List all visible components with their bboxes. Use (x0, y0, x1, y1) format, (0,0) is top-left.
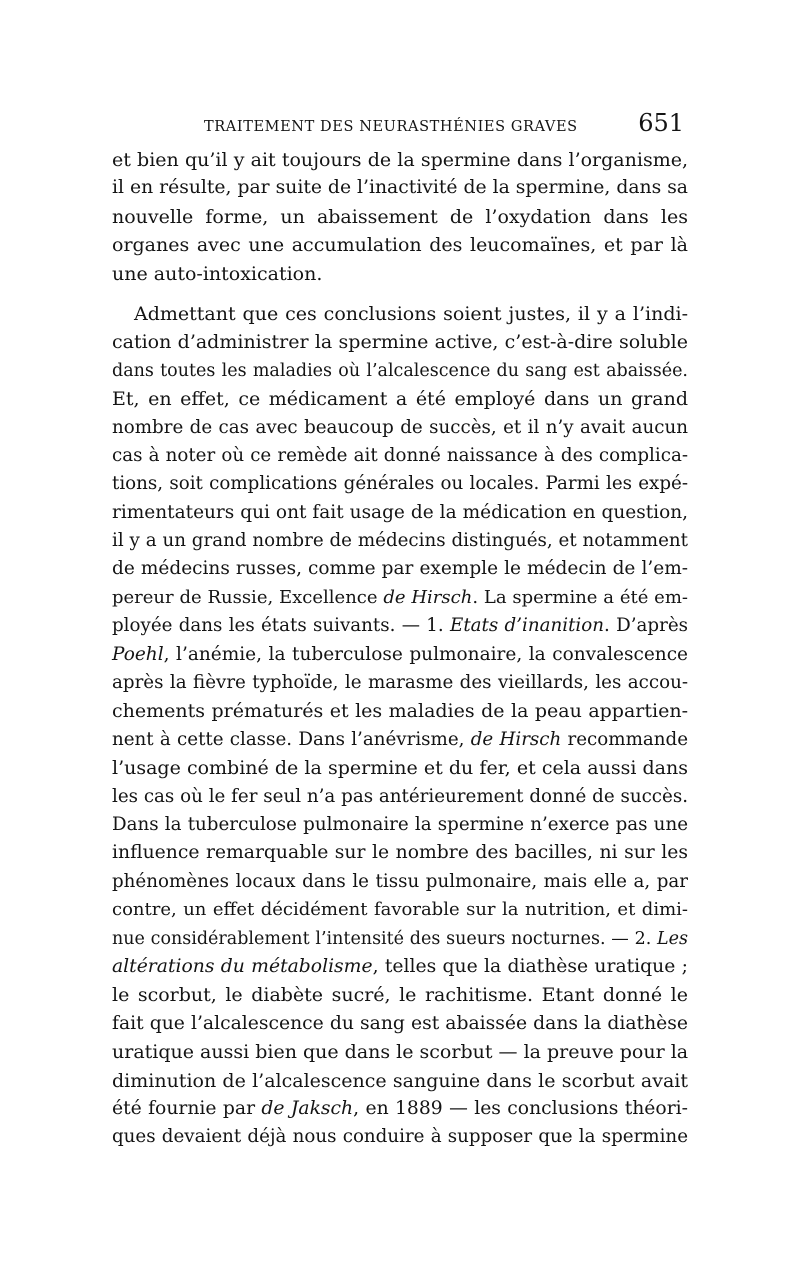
text-line (112, 499, 688, 527)
text-line (112, 146, 688, 174)
text-segment: . D’après (604, 615, 688, 637)
text-line (112, 754, 688, 782)
text-line (112, 174, 688, 202)
text-line (112, 669, 688, 697)
text-segment: cas à noter où ce remède ait donné naissance à des complica- (112, 444, 688, 466)
text-line (112, 783, 688, 811)
text-line (112, 584, 688, 612)
text-line (112, 260, 688, 288)
text-segment: ques devaient déjà nous conduire à supposer que la spermine (112, 1126, 688, 1148)
text-line (112, 641, 688, 669)
page-number: 651 (638, 109, 684, 137)
italic-text: de Hirsch (383, 586, 473, 608)
text-segment: cation d’administrer la spermine active, c’est-à-dire soluble (112, 331, 688, 354)
text-segment: dans toutes les maladies où l’alcalescence du sang est abaissée. (112, 360, 688, 381)
text-line (112, 981, 688, 1009)
italic-text: de Jaksch (261, 1097, 354, 1119)
text-segment: nent à cette classe. Dans l’anévrisme, (112, 728, 471, 750)
text-line (112, 203, 688, 231)
text-segment: . La spermine a été em- (472, 586, 688, 608)
text-line (112, 868, 688, 896)
text-segment: organes avec une accumulation des leucomaïnes, et par là (112, 234, 688, 257)
text-line (112, 1038, 688, 1066)
text-line (112, 414, 688, 442)
text-segment: les cas où le fer seul n’a pas antérieurement donné de succès. (112, 785, 688, 807)
italic-text: altérations du métabolisme (112, 955, 373, 977)
text-line (112, 442, 688, 470)
text-line (112, 726, 688, 754)
text-line (112, 555, 688, 583)
text-line (112, 697, 688, 725)
text-line (112, 300, 688, 328)
text-segment: pereur de Russie, Excellence (112, 586, 384, 608)
text-line (112, 231, 688, 259)
text-line (112, 896, 688, 924)
text-segment: chements prématurés et les maladies de la peau appartien- (112, 700, 688, 723)
text-segment: nouvelle forme, un abaissement de l’oxydation dans les (112, 205, 688, 228)
text-line (112, 1095, 688, 1123)
text-segment: nue considérablement l’intensité des sueurs nocturnes. — 2. (112, 928, 658, 949)
text-line (112, 385, 688, 413)
text-line (112, 1067, 688, 1095)
text-segment: Et, en effet, ce médicament a été employé dans un grand (112, 388, 688, 411)
text-line (112, 925, 688, 953)
text-line (112, 1010, 688, 1038)
text-segment: l’usage combiné de la spermine et du fer, et cela aussi dans (112, 757, 688, 780)
paragraph (112, 146, 688, 288)
text-segment: tions, soit complications générales ou locales. Parmi les expé- (112, 473, 688, 495)
italic-text: Poehl (112, 643, 164, 665)
page-header (112, 109, 684, 145)
body-text (112, 146, 688, 1152)
text-segment: Dans la tuberculose pulmonaire la spermine n’exerce pas une (112, 813, 688, 835)
text-segment: rimentateurs qui ont fait usage de la médication en question, (112, 501, 688, 523)
text-segment: diminution de l’alcalescence sanguine dans le scorbut avait (112, 1069, 688, 1092)
text-segment: de médecins russes, comme par exemple le médecin de l’em- (112, 558, 688, 580)
text-line (112, 953, 688, 981)
text-segment: fait que l’alcalescence du sang est abaissée dans la diathèse (112, 1012, 688, 1034)
text-line (112, 811, 688, 839)
text-segment: il y a un grand nombre de médecins distingués, et notamment (112, 530, 688, 552)
text-segment: , en 1889 — les conclusions théori- (353, 1097, 688, 1119)
text-line (112, 470, 688, 498)
text-segment: influence remarquable sur le nombre des bacilles, ni sur les (112, 842, 688, 864)
text-line (112, 357, 688, 385)
text-line (112, 527, 688, 555)
italic-text: de Hirsch (470, 728, 562, 750)
text-segment: après la fièvre typhoïde, le marasme des vieillards, les accou- (112, 672, 688, 694)
text-segment: été fournie par (112, 1097, 262, 1119)
text-segment: uratique aussi bien que dans le scorbut — la preuve pour la (112, 1041, 689, 1064)
text-line (112, 1123, 688, 1151)
text-segment: , telles que la diathèse uratique ; (372, 955, 688, 977)
running-title: TRAITEMENT DES NEURASTHÉNIES GRAVES (204, 119, 578, 135)
text-segment: une auto-intoxication. (112, 262, 323, 285)
text-line (112, 328, 688, 356)
text-segment: contre, un effet décidément favorable sur la nutrition, et dimi- (112, 899, 688, 921)
text-line (112, 839, 688, 867)
italic-text: Etats d’inanition (450, 615, 604, 637)
text-segment: recommande (561, 728, 688, 750)
italic-text: Les (657, 928, 688, 949)
text-segment: ployée dans les états suivants. — 1. (112, 615, 450, 637)
text-segment: et bien qu’il y ait toujours de la spermine dans l’organisme, (112, 149, 688, 171)
text-segment: , l’anémie, la tuberculose pulmonaire, la convalescence (163, 643, 688, 665)
text-segment: Admettant que ces conclusions soient justes, il y a l’indi- (134, 302, 688, 325)
text-segment: il en résulte, par suite de l’inactivité de la spermine, dans sa (112, 177, 688, 199)
text-segment: phénomènes locaux dans le tissu pulmonaire, mais elle a, par (112, 870, 688, 892)
text-segment: le scorbut, le diabète sucré, le rachitisme. Etant donné le (112, 984, 688, 1007)
paragraph (112, 300, 688, 1152)
text-segment: nombre de cas avec beaucoup de succès, et il n’y avait aucun (112, 416, 688, 438)
text-line (112, 612, 688, 640)
